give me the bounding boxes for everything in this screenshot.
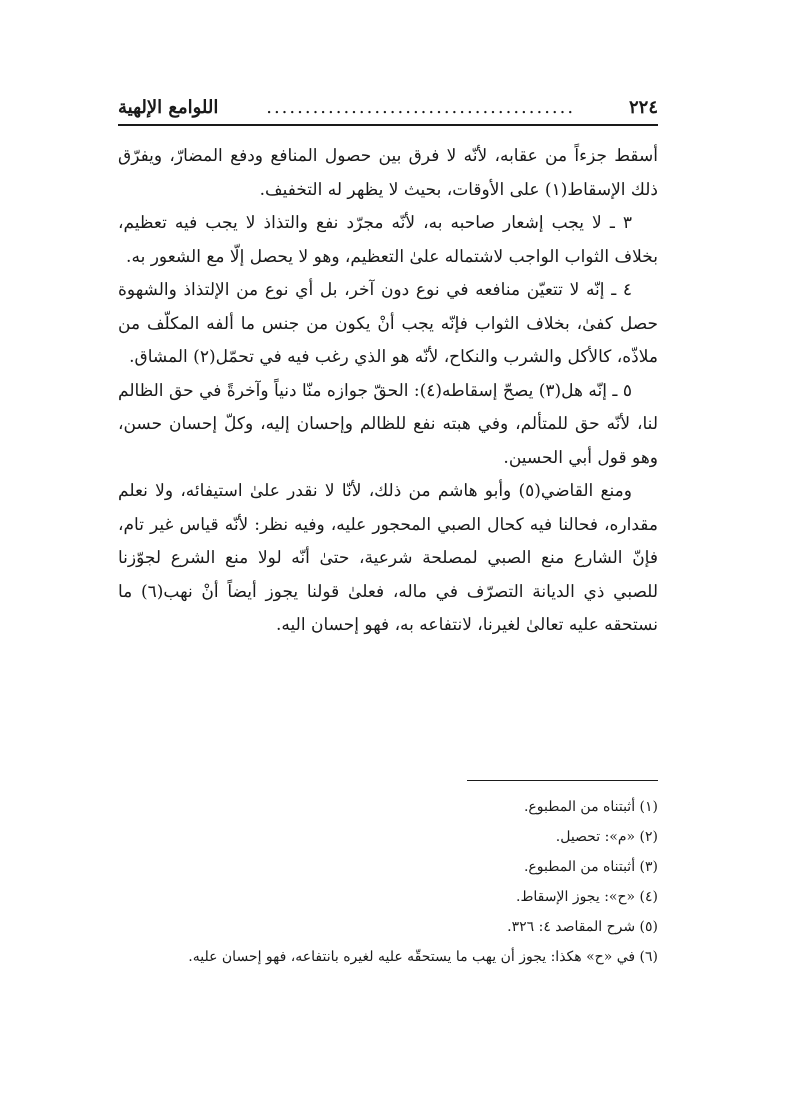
paragraph-point-3: ٣ ـ لا يجب إشعار صاحبه به، لأنّه مجرّد نفع والتذاذ لا يجب فيه تعظيم، بخلاف الثواب الواجب لاشتماله علىٰ التعظيم، وهو لا يحصل إلّا مع الشعور به. bbox=[118, 213, 658, 267]
paragraph-point-5: ٥ ـ إنّه هل(٣) يصحّ إسقاطه(٤): الحقّ جوازه منّا دنياً وآخرةً في حق الظالم لنا، لأنّه حق للمتألم، وفي هبته نفع للظالم وإحسان إليه، وكلّ إحسان حسن، وهو قول أبي الحسين. bbox=[118, 380, 658, 468]
paragraph-continuation: أسقط جزءاً من عقابه، لأنّه لا فرق بين حصول المنافع ودفع المضارّ، ويفرّق ذلك الإسقاط(١) على الأوقات، بحيث لا يظهر له التخفيف. bbox=[118, 146, 658, 200]
footnote-3: (٣) أثبتناه من المطبوع. bbox=[523, 859, 658, 875]
footnote-4: (٤) «ح»: يجوز الإسقاط. bbox=[516, 889, 658, 905]
paragraph-objection: ومنع القاضي(٥) وأبو هاشم من ذلك، لأنّا لا نقدر علىٰ استيفائه، ولا نعلم مقداره، فحالنا فيه كحال الصبي المحجور عليه، وفيه نظر: لأنّه قياس غير تام، فإنّ الشارع منع الصبي لمصلحة شرعية، حتىٰ أنّه لولا منع الشرع لجوّزنا للصبي ذي الديانة التصرّف في ماله، فعلىٰ قولنا يجوز أيضاً أنْ نهب(٦) ما نستحقه عليه تعالىٰ لغيرنا، لانتفاعه به، فهو إحسان اليه. bbox=[118, 481, 658, 635]
footnote-5: (٥) شرح المقاصد ٤: ٣٢٦. bbox=[507, 919, 658, 935]
book-title: اللوامع الإلهية bbox=[118, 96, 219, 118]
footnote-separator bbox=[467, 780, 658, 781]
page-number: ٢٢٤ bbox=[628, 96, 658, 118]
header-rule bbox=[118, 124, 658, 126]
footnote-2: (٢) «م»: تحصيل. bbox=[555, 829, 658, 845]
dot-leader: ........................................ bbox=[266, 96, 576, 118]
footnote-1: (١) أثبتناه من المطبوع. bbox=[523, 799, 658, 815]
running-header bbox=[118, 92, 658, 122]
footnote-6: (٦) في «ح» هكذا: يجوز أن يهب ما يستحقّه عليه لغيره بانتفاعه، فهو إحسان عليه. bbox=[188, 949, 658, 965]
footnotes bbox=[118, 792, 658, 972]
paragraph-point-4: ٤ ـ إنّه لا تتعيّن منافعه في نوع دون آخر، بل أي نوع من الإلتذاذ والشهوة حصل كفىٰ، بخلاف الثواب فإنّه يجب أنْ يكون من جنس ما ألفه المكلّف من ملاذّه، كالأكل والشرب والنكاح، لأنّه هو الذي رغب فيه في تحمّل(٢) المشاق. bbox=[118, 280, 658, 367]
main-text bbox=[118, 140, 658, 643]
